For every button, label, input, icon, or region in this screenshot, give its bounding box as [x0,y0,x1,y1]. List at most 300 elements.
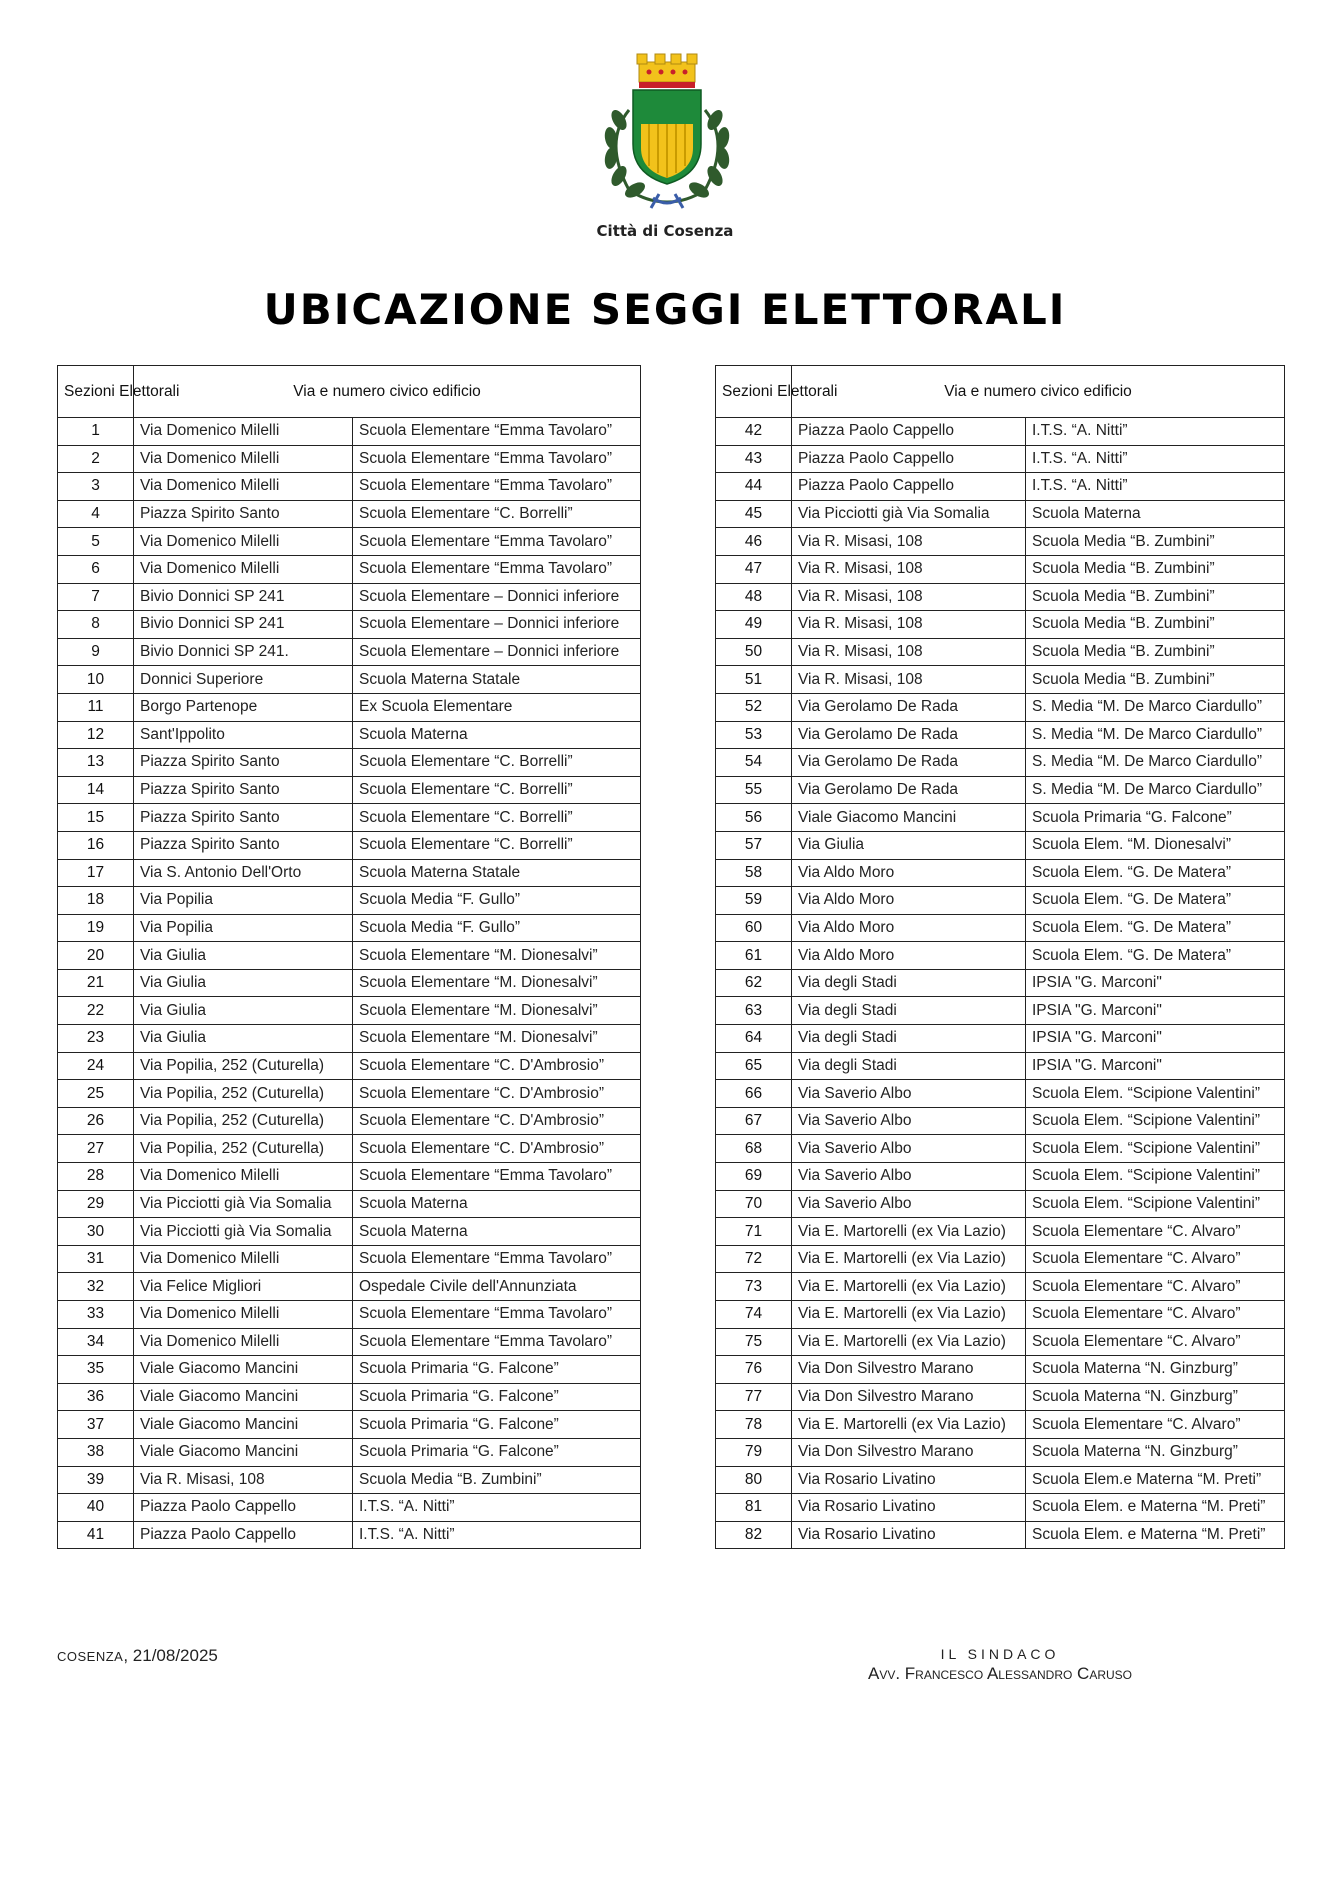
section-number: 22 [58,997,134,1025]
table-row [716,500,1285,528]
table-row [58,1383,641,1411]
section-number: 72 [716,1245,792,1273]
table-row [716,666,1285,694]
street-address: Via Domenico Milelli [134,1328,353,1356]
table-row [58,1466,641,1494]
table-row [58,969,641,997]
table-row [58,804,641,832]
building-name: Scuola Elementare “Emma Tavolaro” [353,1163,641,1191]
section-number: 77 [716,1383,792,1411]
street-address: Via E. Martorelli (ex Via Lazio) [792,1411,1026,1439]
building-name: Scuola Elementare “C. D'Ambrosio” [353,1135,641,1163]
street-address: Via Saverio Albo [792,1163,1026,1191]
section-number: 33 [58,1301,134,1329]
street-address: Via Aldo Moro [792,942,1026,970]
table-row [58,1245,641,1273]
street-address: Via R. Misasi, 108 [792,555,1026,583]
building-name: Scuola Materna [1026,500,1285,528]
section-number: 19 [58,914,134,942]
table-row [58,1356,641,1384]
table-row [58,776,641,804]
street-address: Piazza Spirito Santo [134,749,353,777]
table-row [716,611,1285,639]
building-name: Scuola Elem. “Scipione Valentini” [1026,1135,1285,1163]
building-name: I.T.S. “A. Nitti” [353,1521,641,1549]
street-address: Via Domenico Milelli [134,555,353,583]
section-number: 11 [58,693,134,721]
building-name: Scuola Elem. “Scipione Valentini” [1026,1107,1285,1135]
seggi-table-left [57,365,641,1549]
street-address: Via Popilia [134,914,353,942]
building-name: I.T.S. “A. Nitti” [1026,418,1285,446]
table-row [716,969,1285,997]
street-address: Via E. Martorelli (ex Via Lazio) [792,1245,1026,1273]
section-number: 43 [716,445,792,473]
building-name: Scuola Materna “N. Ginzburg” [1026,1383,1285,1411]
street-address: Via Saverio Albo [792,1080,1026,1108]
street-address: Via Picciotti già Via Somalia [792,500,1026,528]
building-name: IPSIA "G. Marconi" [1026,1025,1285,1053]
table-row [58,859,641,887]
section-number: 54 [716,749,792,777]
section-number: 67 [716,1107,792,1135]
building-name: Scuola Elementare “Emma Tavolaro” [353,1301,641,1329]
section-number: 58 [716,859,792,887]
section-number: 56 [716,804,792,832]
street-address: Donnici Superiore [134,666,353,694]
table-row [58,1135,641,1163]
section-number: 65 [716,1052,792,1080]
table-row [716,1190,1285,1218]
street-address: Via R. Misasi, 108 [792,583,1026,611]
section-number: 82 [716,1521,792,1549]
section-number: 8 [58,611,134,639]
building-name: Scuola Elementare “M. Dionesalvi” [353,997,641,1025]
mayor-name: Avv. Francesco Alessandro Caruso [867,1664,1132,1683]
street-address: Via Gerolamo De Rada [792,721,1026,749]
street-address: Via Don Silvestro Marano [792,1356,1026,1384]
building-name: Scuola Elementare “Emma Tavolaro” [353,1245,641,1273]
building-name: I.T.S. “A. Nitti” [353,1494,641,1522]
section-number: 36 [58,1383,134,1411]
street-address: Piazza Spirito Santo [134,831,353,859]
street-address: Via Gerolamo De Rada [792,749,1026,777]
street-address: Sant'Ippolito [134,721,353,749]
section-number: 62 [716,969,792,997]
building-name: Scuola Elementare “C. Alvaro” [1026,1411,1285,1439]
street-address: Via Domenico Milelli [134,473,353,501]
section-number: 32 [58,1273,134,1301]
table-row [716,859,1285,887]
street-address: Via Popilia [134,887,353,915]
street-address: Via Rosario Livatino [792,1494,1026,1522]
building-name: Scuola Media “F. Gullo” [353,914,641,942]
table-row [58,1521,641,1549]
street-address: Via Domenico Milelli [134,1301,353,1329]
section-number: 13 [58,749,134,777]
section-number: 7 [58,583,134,611]
table-row [716,418,1285,446]
building-name: Scuola Elementare “Emma Tavolaro” [353,445,641,473]
street-address: Via Gerolamo De Rada [792,776,1026,804]
section-number: 25 [58,1080,134,1108]
section-number: 52 [716,693,792,721]
table-row [716,1411,1285,1439]
street-address: Via S. Antonio Dell'Orto [134,859,353,887]
table-row [716,1356,1285,1384]
section-number: 40 [58,1494,134,1522]
building-name: S. Media “M. De Marco Ciardullo” [1026,693,1285,721]
building-name: Scuola Elementare “C. Alvaro” [1026,1328,1285,1356]
section-number: 12 [58,721,134,749]
street-address: Via Domenico Milelli [134,1163,353,1191]
building-name: Scuola Primaria “G. Falcone” [353,1356,641,1384]
section-number: 44 [716,473,792,501]
table-row [58,914,641,942]
table-row [58,1025,641,1053]
building-name: Scuola Materna [353,1190,641,1218]
section-number: 79 [716,1438,792,1466]
section-number: 47 [716,555,792,583]
building-name: Scuola Elementare “C. Borrelli” [353,500,641,528]
section-number: 64 [716,1025,792,1053]
table-row [58,887,641,915]
building-name: Scuola Elementare “C. D'Ambrosio” [353,1080,641,1108]
street-address: Viale Giacomo Mancini [792,804,1026,832]
section-number: 23 [58,1025,134,1053]
building-name: S. Media “M. De Marco Ciardullo” [1026,721,1285,749]
table-row [58,445,641,473]
section-number: 9 [58,638,134,666]
section-number: 30 [58,1218,134,1246]
street-address: Via degli Stadi [792,969,1026,997]
street-address: Via R. Misasi, 108 [134,1466,353,1494]
section-number: 2 [58,445,134,473]
section-number: 74 [716,1301,792,1329]
crest-emblem-icon [589,52,745,210]
building-name: Scuola Media “B. Zumbini” [1026,611,1285,639]
building-name: Scuola Primaria “G. Falcone” [1026,804,1285,832]
street-address: Via degli Stadi [792,1025,1026,1053]
building-name: Scuola Media “B. Zumbini” [353,1466,641,1494]
building-name: Scuola Elem. “G. De Matera” [1026,859,1285,887]
table-row [58,1411,641,1439]
section-number: 70 [716,1190,792,1218]
table-row [716,942,1285,970]
section-number: 42 [716,418,792,446]
street-address: Via Don Silvestro Marano [792,1438,1026,1466]
street-address: Piazza Paolo Cappello [792,473,1026,501]
building-name: Scuola Elementare “C. Borrelli” [353,831,641,859]
building-name: Scuola Materna Statale [353,666,641,694]
building-name: Scuola Elementare “Emma Tavolaro” [353,555,641,583]
table-row [58,555,641,583]
building-name: I.T.S. “A. Nitti” [1026,473,1285,501]
street-address: Via Aldo Moro [792,887,1026,915]
building-name: Scuola Media “F. Gullo” [353,887,641,915]
building-name: Scuola Elem. “G. De Matera” [1026,942,1285,970]
building-name: Scuola Elementare “C. Alvaro” [1026,1273,1285,1301]
building-name: Scuola Media “B. Zumbini” [1026,583,1285,611]
section-number: 51 [716,666,792,694]
table-row [716,555,1285,583]
table-row [716,1107,1285,1135]
table-row [58,500,641,528]
street-address: Piazza Spirito Santo [134,776,353,804]
footer-date-value: , 21/08/2025 [123,1646,218,1665]
section-number: 76 [716,1356,792,1384]
street-address: Via Aldo Moro [792,859,1026,887]
street-address: Piazza Spirito Santo [134,500,353,528]
section-number: 78 [716,1411,792,1439]
building-name: Scuola Elem.e Materna “M. Preti” [1026,1466,1285,1494]
section-number: 37 [58,1411,134,1439]
street-address: Viale Giacomo Mancini [134,1383,353,1411]
building-name: S. Media “M. De Marco Ciardullo” [1026,776,1285,804]
section-number: 75 [716,1328,792,1356]
building-name: Scuola Elementare “C. Alvaro” [1026,1245,1285,1273]
table-row [716,1466,1285,1494]
section-number: 28 [58,1163,134,1191]
section-number: 1 [58,418,134,446]
street-address: Via Rosario Livatino [792,1466,1026,1494]
section-number: 45 [716,500,792,528]
section-number: 53 [716,721,792,749]
section-number: 21 [58,969,134,997]
section-number: 59 [716,887,792,915]
street-address: Piazza Paolo Cappello [134,1521,353,1549]
table-row [716,583,1285,611]
table-row [716,1218,1285,1246]
table-row [716,1025,1285,1053]
table-row [716,776,1285,804]
table-row [716,1245,1285,1273]
building-name: Scuola Elementare “Emma Tavolaro” [353,418,641,446]
street-address: Bivio Donnici SP 241. [134,638,353,666]
table-row [58,1218,641,1246]
street-address: Via R. Misasi, 108 [792,611,1026,639]
street-address: Bivio Donnici SP 241 [134,583,353,611]
table-header-row [58,366,641,418]
signature-block [800,1646,1200,1684]
street-address: Via Aldo Moro [792,914,1026,942]
building-name: Scuola Primaria “G. Falcone” [353,1438,641,1466]
table-row [58,831,641,859]
table-row [716,1163,1285,1191]
section-number: 39 [58,1466,134,1494]
building-name: Ex Scuola Elementare [353,693,641,721]
section-number: 26 [58,1107,134,1135]
street-address: Via Don Silvestro Marano [792,1383,1026,1411]
page-title: UBICAZIONE SEGGI ELETTORALI [263,285,1067,334]
street-address: Via Domenico Milelli [134,1245,353,1273]
table-row [58,611,641,639]
mayor-role: IL SINDACO [940,1646,1060,1662]
street-address: Via Popilia, 252 (Cuturella) [134,1052,353,1080]
street-address: Via Giulia [134,969,353,997]
building-name: Scuola Elementare – Donnici inferiore [353,611,641,639]
section-number: 10 [58,666,134,694]
table-row [716,693,1285,721]
street-address: Viale Giacomo Mancini [134,1356,353,1384]
section-number: 68 [716,1135,792,1163]
table-row [716,528,1285,556]
street-address: Via Picciotti già Via Somalia [134,1218,353,1246]
building-name: IPSIA "G. Marconi" [1026,1052,1285,1080]
street-address: Via R. Misasi, 108 [792,528,1026,556]
section-number: 5 [58,528,134,556]
street-address: Via degli Stadi [792,1052,1026,1080]
section-number: 49 [716,611,792,639]
section-number: 73 [716,1273,792,1301]
section-number: 50 [716,638,792,666]
street-address: Piazza Spirito Santo [134,804,353,832]
building-name: Scuola Elem. “Scipione Valentini” [1026,1080,1285,1108]
table-row [716,1328,1285,1356]
section-number: 57 [716,831,792,859]
table-row [58,1301,641,1329]
street-address: Bivio Donnici SP 241 [134,611,353,639]
section-number: 60 [716,914,792,942]
table-row [716,1135,1285,1163]
street-address: Via E. Martorelli (ex Via Lazio) [792,1301,1026,1329]
building-name: Scuola Elementare “C. Alvaro” [1026,1301,1285,1329]
table-row [58,1328,641,1356]
section-number: 63 [716,997,792,1025]
table-row [58,583,641,611]
section-number: 3 [58,473,134,501]
table-row [716,445,1285,473]
building-name: Scuola Elementare “Emma Tavolaro” [353,528,641,556]
building-name: Scuola Media “B. Zumbini” [1026,638,1285,666]
building-name: Scuola Elementare “M. Dionesalvi” [353,942,641,970]
table-row [58,997,641,1025]
table-row [716,1383,1285,1411]
building-name: Scuola Materna “N. Ginzburg” [1026,1438,1285,1466]
street-address: Via R. Misasi, 108 [792,638,1026,666]
building-name: Scuola Primaria “G. Falcone” [353,1411,641,1439]
table-row [716,914,1285,942]
table-row [716,749,1285,777]
building-name: Scuola Media “B. Zumbini” [1026,555,1285,583]
table-row [716,804,1285,832]
building-name: Scuola Materna [353,721,641,749]
table-row [58,1163,641,1191]
building-name: Scuola Elem. “M. Dionesalvi” [1026,831,1285,859]
column-header-sezioni: Sezioni Elettorali [58,366,134,418]
table-row [58,473,641,501]
street-address: Viale Giacomo Mancini [134,1411,353,1439]
building-name: Scuola Elementare “M. Dionesalvi” [353,1025,641,1053]
section-number: 66 [716,1080,792,1108]
building-name: Scuola Materna Statale [353,859,641,887]
table-row [58,1107,641,1135]
column-header-via: Via e numero civico edificio [134,366,641,418]
section-number: 38 [58,1438,134,1466]
building-name: I.T.S. “A. Nitti” [1026,445,1285,473]
building-name: Scuola Elementare “C. Alvaro” [1026,1218,1285,1246]
building-name: Scuola Materna “N. Ginzburg” [1026,1356,1285,1384]
street-address: Borgo Partenope [134,693,353,721]
section-number: 48 [716,583,792,611]
building-name: Scuola Elementare “Emma Tavolaro” [353,473,641,501]
section-number: 71 [716,1218,792,1246]
section-number: 20 [58,942,134,970]
street-address: Via Saverio Albo [792,1190,1026,1218]
building-name: Scuola Elementare “M. Dionesalvi” [353,969,641,997]
building-name: Scuola Media “B. Zumbini” [1026,528,1285,556]
building-name: Scuola Elem. e Materna “M. Preti” [1026,1494,1285,1522]
street-address: Via E. Martorelli (ex Via Lazio) [792,1218,1026,1246]
table-body [58,418,641,1549]
building-name: IPSIA "G. Marconi" [1026,969,1285,997]
street-address: Via Giulia [134,997,353,1025]
building-name: Scuola Elementare “C. D'Ambrosio” [353,1107,641,1135]
table-row [58,1494,641,1522]
table-row [58,1438,641,1466]
building-name: Scuola Elementare “C. Borrelli” [353,776,641,804]
section-number: 15 [58,804,134,832]
section-number: 24 [58,1052,134,1080]
table-row [716,831,1285,859]
section-number: 41 [58,1521,134,1549]
section-number: 61 [716,942,792,970]
building-name: Scuola Elem. e Materna “M. Preti” [1026,1521,1285,1549]
table-row [58,1273,641,1301]
street-address: Via Domenico Milelli [134,445,353,473]
section-number: 29 [58,1190,134,1218]
section-number: 55 [716,776,792,804]
building-name: Scuola Elementare – Donnici inferiore [353,583,641,611]
table-row [716,1438,1285,1466]
table-row [716,1080,1285,1108]
city-crest [589,52,745,210]
street-address: Via Picciotti già Via Somalia [134,1190,353,1218]
table-row [716,721,1285,749]
table-row [716,473,1285,501]
table-row [58,721,641,749]
street-address: Via Popilia, 252 (Cuturella) [134,1107,353,1135]
street-address: Via Domenico Milelli [134,418,353,446]
column-header-sezioni: Sezioni Elettorali [716,366,792,418]
table-row [58,1052,641,1080]
building-name: Scuola Elementare “C. Borrelli” [353,804,641,832]
street-address: Via E. Martorelli (ex Via Lazio) [792,1273,1026,1301]
table-row [716,997,1285,1025]
street-address: Via Giulia [134,942,353,970]
street-address: Piazza Paolo Cappello [792,445,1026,473]
building-name: Scuola Elementare “Emma Tavolaro” [353,1328,641,1356]
building-name: Ospedale Civile dell'Annunziata [353,1273,641,1301]
section-number: 17 [58,859,134,887]
section-number: 34 [58,1328,134,1356]
section-number: 4 [58,500,134,528]
section-number: 35 [58,1356,134,1384]
street-address: Piazza Paolo Cappello [792,418,1026,446]
table-row [716,887,1285,915]
table-row [58,942,641,970]
street-address: Via Saverio Albo [792,1135,1026,1163]
table-row [58,638,641,666]
table-row [58,749,641,777]
building-name: IPSIA "G. Marconi" [1026,997,1285,1025]
table-row [716,1273,1285,1301]
section-number: 46 [716,528,792,556]
section-number: 81 [716,1494,792,1522]
section-number: 14 [58,776,134,804]
table-row [716,1301,1285,1329]
street-address: Via Rosario Livatino [792,1521,1026,1549]
